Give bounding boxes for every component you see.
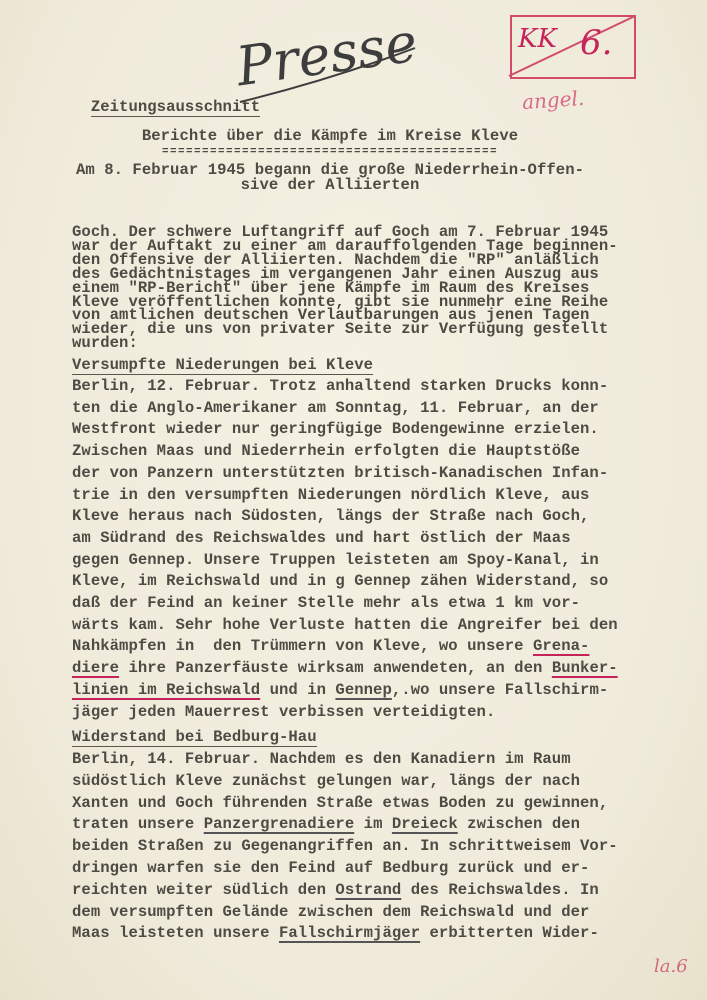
text-segment: und in bbox=[260, 680, 336, 699]
body-line bbox=[72, 398, 599, 417]
underlined-word: Dreieck bbox=[391, 815, 458, 834]
text-segment: reichten weiter südlich den bbox=[72, 880, 336, 899]
body-line bbox=[72, 442, 581, 461]
text-segment: Kleve, im Reichswald und in g Gennep zähen Widerstand, so bbox=[72, 572, 609, 591]
section-heading-text: Widerstand bei Bedburg-Hau bbox=[72, 728, 317, 746]
subtitle-line-2: sive der Alliierten bbox=[240, 176, 420, 194]
underlined-word: Ostrand bbox=[335, 880, 402, 899]
section-heading bbox=[72, 356, 374, 374]
body-line bbox=[72, 793, 609, 812]
text-segment: dringen warfen sie den Feind auf Bedburg zurück und er- bbox=[72, 859, 590, 877]
margin-note: la.6 bbox=[654, 956, 688, 977]
intro-line: einem "RP-Bericht" über jene Kämpfe im Raum des Kreises bbox=[72, 278, 590, 297]
intro-line: den Offensive der Alliierten. Nachdem die "RP" anläßlich bbox=[72, 250, 599, 269]
text-segment: Nahkämpfen in den Trümmern von Kleve, wo unsere bbox=[72, 637, 533, 656]
body-line bbox=[72, 680, 609, 699]
underlined-word: Gennep bbox=[335, 680, 392, 699]
text-segment: dem versumpften Gelände zwischen dem Reichswald und der bbox=[72, 902, 590, 921]
body-line bbox=[72, 659, 618, 678]
text-segment: im bbox=[354, 815, 392, 834]
body-line bbox=[72, 615, 618, 634]
text-segment: Zwischen Maas und Niederrhein erfolgten die Hauptstöße bbox=[72, 442, 581, 461]
body-line bbox=[72, 507, 590, 526]
title-rule: ========================================== bbox=[161, 146, 499, 158]
body-line bbox=[72, 815, 581, 834]
text-segment: erbitterten Wider- bbox=[420, 924, 599, 943]
stamp-number: 6. bbox=[580, 23, 613, 63]
text-segment: ihre Panzerfäuste wirksam anwendeten, an den bbox=[119, 659, 552, 678]
subtitle-line-1: Am 8. Februar 1945 begann die große Niederrhein-Offen- bbox=[75, 161, 585, 179]
underlined-word: Grena- bbox=[532, 637, 590, 656]
underlined-word: diere bbox=[72, 659, 120, 678]
text-segment: der von Panzern unterstützten britisch-Kanadischen Infan- bbox=[72, 463, 609, 482]
text-segment: Berlin, 12. Februar. Trotz anhaltend starken Drucks konn- bbox=[72, 377, 609, 395]
article-title: Berichte über die Kämpfe im Kreise Kleve bbox=[141, 127, 519, 145]
zeitungsausschnitt: Zeitungsausschnitt bbox=[90, 98, 261, 116]
intro-line: von amtlichen deutschen Verlautbarungen aus jenen Tagen bbox=[72, 306, 590, 325]
body-line bbox=[72, 377, 609, 395]
text-segment: Xanten und Goch führenden Straße etwas Boden zu gewinnen, bbox=[72, 793, 609, 812]
text-segment: Westfront wieder nur geringfügige Bodengewinne erzielen. bbox=[72, 420, 599, 439]
text-segment: am Südrand des Reichswaldes und hart östlich der Maas bbox=[72, 528, 571, 547]
text-segment: gegen Gennep. Unsere Truppen leisteten am Spoy-Kanal, in bbox=[72, 550, 599, 569]
underlined-word: linien im Reichswald bbox=[72, 680, 261, 699]
intro-line: wieder, die uns von privater Seite zur Verfügung gestellt bbox=[72, 320, 609, 339]
body-line bbox=[72, 750, 571, 768]
text-segment: wärts kam. Sehr hohe Verluste hatten die Angreifer bei den bbox=[72, 615, 618, 634]
intro-line: wurden: bbox=[72, 334, 138, 353]
intro-line: des Gedächtnistages im vergangenen Jahr einen Auszug aus bbox=[72, 264, 599, 283]
text-segment: des Reichswaldes. In bbox=[401, 880, 599, 899]
text-segment: zwischen den bbox=[457, 815, 581, 834]
section-heading-text: Versumpfte Niederungen bei Kleve bbox=[72, 356, 374, 374]
text-segment: beiden Straßen zu Gegenangriffen an. In schrittweisem Vor- bbox=[72, 837, 618, 856]
section-heading bbox=[72, 728, 317, 746]
text-segment: ,.wo unsere Fallschirm- bbox=[391, 680, 609, 699]
body-line bbox=[72, 702, 496, 721]
body-line bbox=[72, 771, 581, 790]
handwritten-angel: angel. bbox=[521, 85, 585, 115]
body-line bbox=[72, 463, 609, 482]
body-line bbox=[72, 859, 590, 877]
body-line bbox=[72, 572, 609, 591]
text-segment: traten unsere bbox=[72, 815, 204, 834]
body-line bbox=[72, 880, 599, 899]
body-line bbox=[72, 837, 618, 856]
intro-line: Goch. Der schwere Luftangriff auf Goch am 7. Februar 1945 bbox=[72, 223, 609, 241]
text-segment: trie in den versumpften Niederungen nördlich Kleve, aus bbox=[72, 485, 590, 504]
underlined-word: Bunker- bbox=[551, 659, 618, 678]
body-line bbox=[72, 485, 590, 504]
body-line bbox=[72, 924, 599, 943]
text-segment: jäger jeden Mauerrest verbissen verteidigten. bbox=[72, 702, 496, 721]
text-segment: ten die Anglo-Amerikaner am Sonntag, 11. Februar, an der bbox=[72, 398, 599, 417]
intro-line: war der Auftakt zu einer am darauffolgenden Tage beginnen- bbox=[72, 236, 618, 255]
body-line bbox=[72, 902, 590, 921]
underlined-word: Panzergrenadiere bbox=[203, 815, 355, 834]
stamp-code: KK bbox=[518, 24, 557, 54]
text-segment: daß der Feind an keiner Stelle mehr als etwa 1 km vor- bbox=[72, 594, 581, 612]
text-segment: Maas leisteten unsere bbox=[72, 924, 279, 943]
header-label bbox=[72, 88, 260, 114]
body-line bbox=[72, 528, 571, 547]
intro-line: Kleve veröffentlichen konnte, gibt sie nunmehr eine Reihe bbox=[72, 292, 609, 311]
body-line bbox=[72, 594, 581, 612]
text-segment: südöstlich Kleve zunächst gelungen war, längs der nach bbox=[72, 771, 581, 790]
body-line bbox=[72, 550, 599, 569]
text-segment: Kleve heraus nach Südosten, längs der Straße nach Goch, bbox=[72, 507, 590, 526]
underlined-word: Fallschirmjäger bbox=[278, 924, 421, 943]
body-line bbox=[72, 637, 590, 656]
handwritten-presse: Presse bbox=[232, 10, 421, 99]
body-line bbox=[72, 420, 599, 439]
text-segment: Berlin, 14. Februar. Nachdem es den Kanadiern im Raum bbox=[72, 750, 571, 768]
